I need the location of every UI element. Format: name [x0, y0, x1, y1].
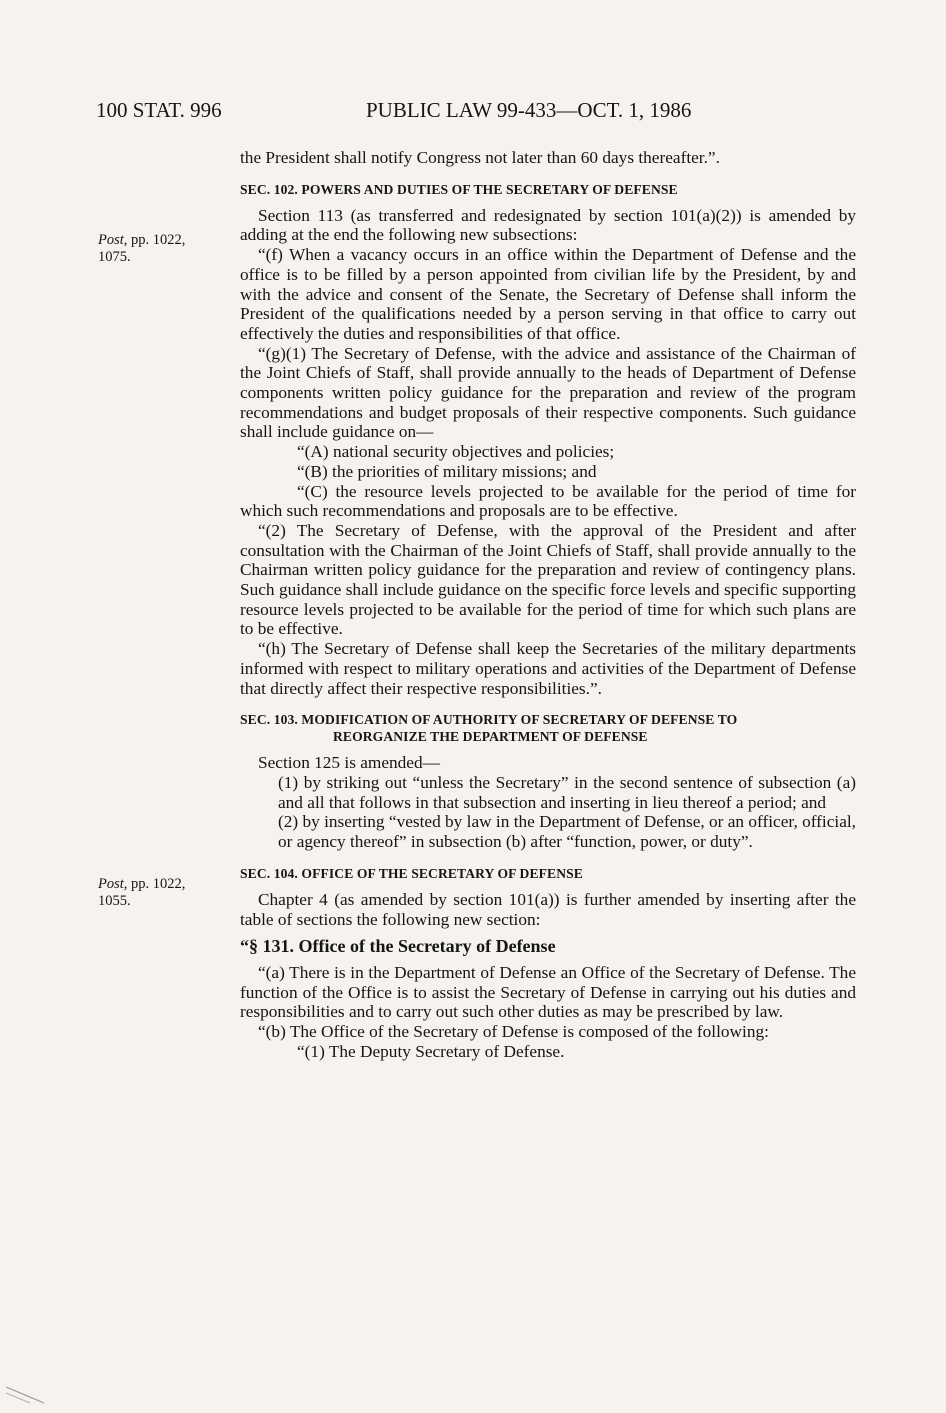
page-header [96, 98, 856, 128]
section-heading: SEC. 102. POWERS AND DUTIES OF THE SECRETARY OF DEFENSE [240, 181, 678, 197]
list-item: “(C) the resource levels projected to be available for the period of time for which such recommendations and proposals are to be effective. [240, 481, 856, 521]
margin-note: Post, pp. 1022, 1055. [98, 876, 186, 909]
page-corner-mark-icon [4, 1383, 48, 1405]
section-heading: SEC. 103. MODIFICATION OF AUTHORITY OF SECRETARY OF DEFENSE TO REORGANIZE THE DEPARTMENT OF DEFENSE [240, 712, 738, 745]
paragraph: “(a) There is in the Department of Defense an Office of the Secretary of Defense. The function of the Office is to assist the Secretary of Defense in carrying out his duties and responsibilities and to carry out such other duties as may be prescribed by law. [240, 962, 856, 1022]
paragraph: “(f) When a vacancy occurs in an office within the Department of Defense and the office is to be filled by a person appointed from civilian life by the President, by and with the advice and consent of the Senate, the Secretary of Defense shall inform the President of the qualifications needed by a person serving in that office to carry out effectively the duties and responsibilities of that office. [240, 245, 856, 343]
document-body [240, 148, 856, 1061]
list-item: (1) by striking out “unless the Secretary” in the second sentence of subsection (a) and all that follows in that subsection and inserting in lieu thereof a period; and [278, 772, 856, 812]
paragraph: “(g)(1) The Secretary of Defense, with the advice and assistance of the Chairman of the Joint Chiefs of Staff, shall provide annually to the heads of Department of Defense components written policy guidance for the preparation and review of the program recommendations and budget proposals of their respective components. Such guidance shall include guidance on— [240, 343, 856, 442]
paragraph: Chapter 4 (as amended by section 101(a)) is further amended by inserting after the table of sections the following new section: [240, 889, 856, 929]
list-item: “(B) the priorities of military missions; and [297, 461, 597, 481]
list-item: “(A) national security objectives and policies; [297, 442, 615, 462]
margin-note: Post, pp. 1022, 1075. [98, 232, 186, 265]
paragraph: the President shall notify Congress not later than 60 days thereafter.”. [240, 148, 720, 167]
paragraph: “(h) The Secretary of Defense shall keep the Secretaries of the military departments informed with respect to military operations and activities of the Department of Defense that directly affect their respective responsibilities.”. [240, 639, 856, 698]
list-item: (2) by inserting “vested by law in the Department of Defense, or an officer, official, or agency thereof” in subsection (b) after “function, power, or duty”. [278, 812, 856, 852]
subsection-heading: “§ 131. Office of the Secretary of Defense [240, 936, 556, 957]
paragraph: “(2) The Secretary of Defense, with the approval of the President and after consultation with the Chairman of the Joint Chiefs of Staff, shall provide annually to the Chairman written policy guidance for the preparation and review of contingency plans. Such guidance shall include guidance on the specific force levels and specific supporting resource levels projected to be available for the period of time for which such plans are to be effective. [240, 520, 856, 639]
section-heading: SEC. 104. OFFICE OF THE SECRETARY OF DEFENSE [240, 865, 583, 881]
public-law-citation: PUBLIC LAW 99-433—OCT. 1, 1986 [366, 98, 692, 122]
paragraph: Section 113 (as transferred and redesignated by section 101(a)(2)) is amended by adding at the end the following new subsections: [240, 205, 856, 245]
list-item: “(1) The Deputy Secretary of Defense. [297, 1041, 565, 1061]
paragraph: Section 125 is amended— [258, 753, 440, 773]
statute-page-number: 100 STAT. 996 [96, 98, 222, 122]
paragraph: “(b) The Office of the Secretary of Defense is composed of the following: [258, 1022, 769, 1042]
